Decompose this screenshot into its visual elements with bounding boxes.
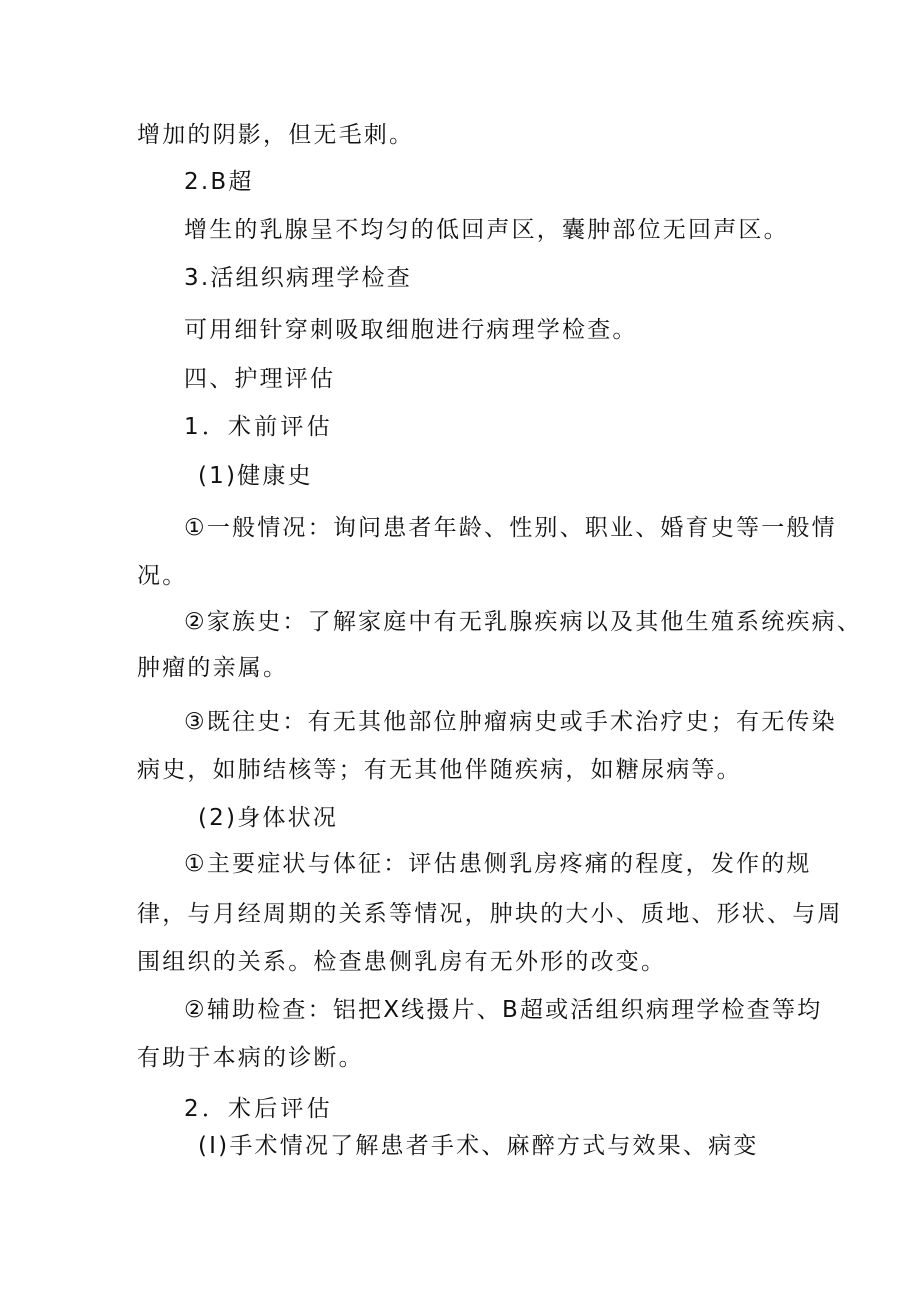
section-heading: 3.活组织病理学检查	[184, 265, 412, 291]
text-line: 增加的阴影，但无毛刺。	[137, 122, 415, 148]
text-line: 肿瘤的亲属。	[137, 655, 289, 681]
section-heading: 1．术前评估	[184, 414, 333, 440]
section-heading: 2．术后评估	[184, 1096, 333, 1122]
text-line: ①主要症状与体征：评估患侧乳房疼痛的程度，发作的规	[184, 851, 812, 877]
section-heading: 四、护理评估	[184, 366, 336, 392]
text-line: 病史，如肺结核等；有无其他伴随疾病，如糖尿病等。	[137, 757, 742, 783]
text-line: 可用细针穿刺吸取细胞进行病理学检查。	[184, 317, 638, 343]
text-line: ③既往史：有无其他部位肿瘤病史或手术治疗史；有无传染	[184, 709, 837, 735]
text-line: 况。	[137, 563, 188, 589]
text-line: ②家族史：了解家庭中有无乳腺疾病以及其他生殖系统疾病、	[184, 609, 863, 635]
subsection-heading: (2)身体状况	[198, 805, 338, 831]
text-line: 围组织的关系。检查患侧乳房有无外形的改变。	[137, 949, 667, 975]
text-line: 有助于本病的诊断。	[137, 1045, 364, 1071]
text-line: 增生的乳腺呈不均匀的低回声区，囊肿部位无回声区。	[184, 217, 789, 243]
subsection-heading: (I)手术情况了解患者手术、麻醉方式与效果、病变	[198, 1133, 759, 1159]
text-line: ①一般情况：询问患者年龄、性别、职业、婚育史等一般情	[184, 515, 837, 541]
text-line: ②辅助检查：铝把X线摄片、B超或活组织病理学检查等均	[184, 997, 823, 1023]
section-heading: 2.B超	[184, 169, 254, 195]
text-line: 律，与月经周期的关系等情况，肿块的大小、质地、形状、与周	[137, 901, 843, 927]
subsection-heading: (1)健康史	[198, 463, 313, 489]
